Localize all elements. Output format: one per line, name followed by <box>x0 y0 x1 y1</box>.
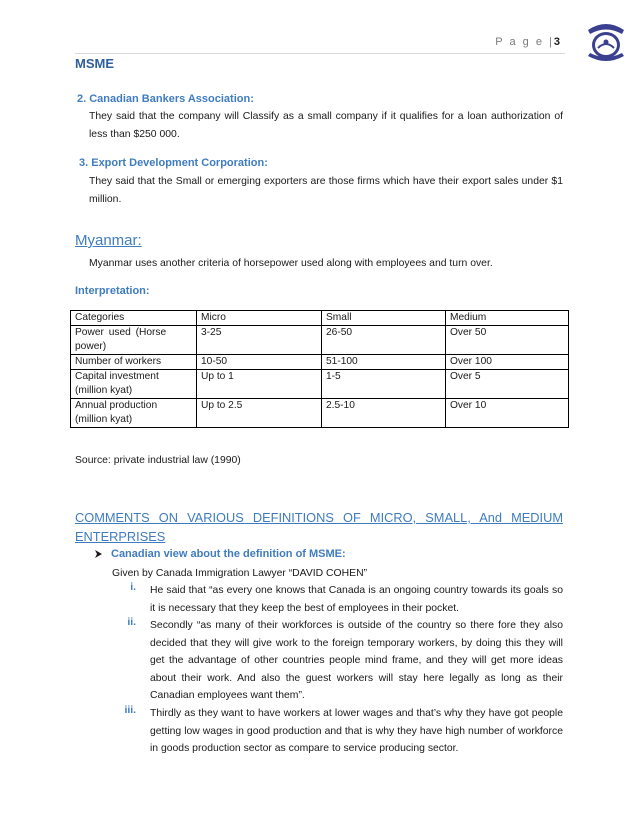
list-number: iii. <box>124 705 136 716</box>
list-number: i. <box>130 582 136 593</box>
arrow-bullet-icon <box>94 549 103 559</box>
table-header-cell: Medium <box>446 311 569 326</box>
page-number: 3 <box>553 36 560 48</box>
university-crest-icon <box>582 20 630 64</box>
table-header-row <box>71 311 569 326</box>
canadian-view-bullet <box>94 548 346 560</box>
table-cell: Annual production (million kyat) <box>71 399 197 428</box>
paragraph-canadian-bankers: They said that the company will Classify as a small company if it qualifies for a loan authorization of less than $250 000. <box>89 111 563 140</box>
table-cell: Power used (Horse power) <box>71 326 197 355</box>
table-cell: Over 10 <box>446 399 569 428</box>
interpretation-heading: Interpretation: <box>75 285 150 297</box>
table-header-cell: Small <box>322 311 446 326</box>
table-cell: 26-50 <box>322 326 446 355</box>
heading-export-development: 3. Export Development Corporation: <box>79 157 268 169</box>
paragraph-export-development: They said that the Small or emerging exporters are those firms which have their export sales under $1 million. <box>89 176 563 205</box>
list-item: Secondly “as many of their workforces is outside of the country so there fore they also decided that they will give work to the foreign temporary workers, by doing this they will get the advantage of other countries people mind frame, and they will get more ideas about their work. And also the guest workers will stay here legally as long as their Canadian employees want them”. <box>150 620 563 701</box>
section-title-msme: MSME <box>75 56 114 71</box>
section-title-comments: COMMENTS ON VARIOUS DEFINITIONS OF MICRO, SMALL, And MEDIUM ENTERPRISES <box>75 510 563 544</box>
table-cell: Up to 1 <box>197 370 322 399</box>
table-cell: Over 5 <box>446 370 569 399</box>
myanmar-criteria-table <box>70 310 569 428</box>
table-cell: 1-5 <box>322 370 446 399</box>
table-row <box>71 326 569 355</box>
table-cell: 2.5-10 <box>322 399 446 428</box>
given-by-line: Given by Canada Immigration Lawyer “DAVID COHEN” <box>112 568 368 579</box>
table-header-cell: Micro <box>197 311 322 326</box>
source-note: Source: private industrial law (1990) <box>75 455 241 466</box>
table-cell: 10-50 <box>197 355 322 370</box>
header-divider <box>75 53 565 54</box>
page-number-label: P a g e |3 <box>495 36 560 48</box>
list-item: Thirdly as they want to have workers at lower wages and that’s why they have got people getting low wages in good production and that is why they have high number of workforce in goods production sector as compare to service producing sector. <box>150 708 563 754</box>
table-cell: Up to 2.5 <box>197 399 322 428</box>
table-cell: 51-100 <box>322 355 446 370</box>
table-row <box>71 355 569 370</box>
heading-canadian-bankers: 2. Canadian Bankers Association: <box>77 93 254 105</box>
table-cell: Over 50 <box>446 326 569 355</box>
list-number: ii. <box>127 617 136 628</box>
table-header-cell: Categories <box>71 311 197 326</box>
canadian-view-heading: Canadian view about the definition of MSME: <box>111 548 346 560</box>
table-cell: Number of workers <box>71 355 197 370</box>
table-row <box>71 399 569 428</box>
list-item: He said that “as every one knows that Canada is an ongoing country towards its goals so it is necessary that they keep the best of employees in their pocket. <box>150 585 563 614</box>
paragraph-myanmar: Myanmar uses another criteria of horsepower used along with employees and turn over. <box>89 258 493 269</box>
table-cell: 3-25 <box>197 326 322 355</box>
table-cell: Over 100 <box>446 355 569 370</box>
section-title-myanmar: Myanmar: <box>75 232 142 249</box>
table-cell: Capital investment (million kyat) <box>71 370 197 399</box>
table-row <box>71 370 569 399</box>
